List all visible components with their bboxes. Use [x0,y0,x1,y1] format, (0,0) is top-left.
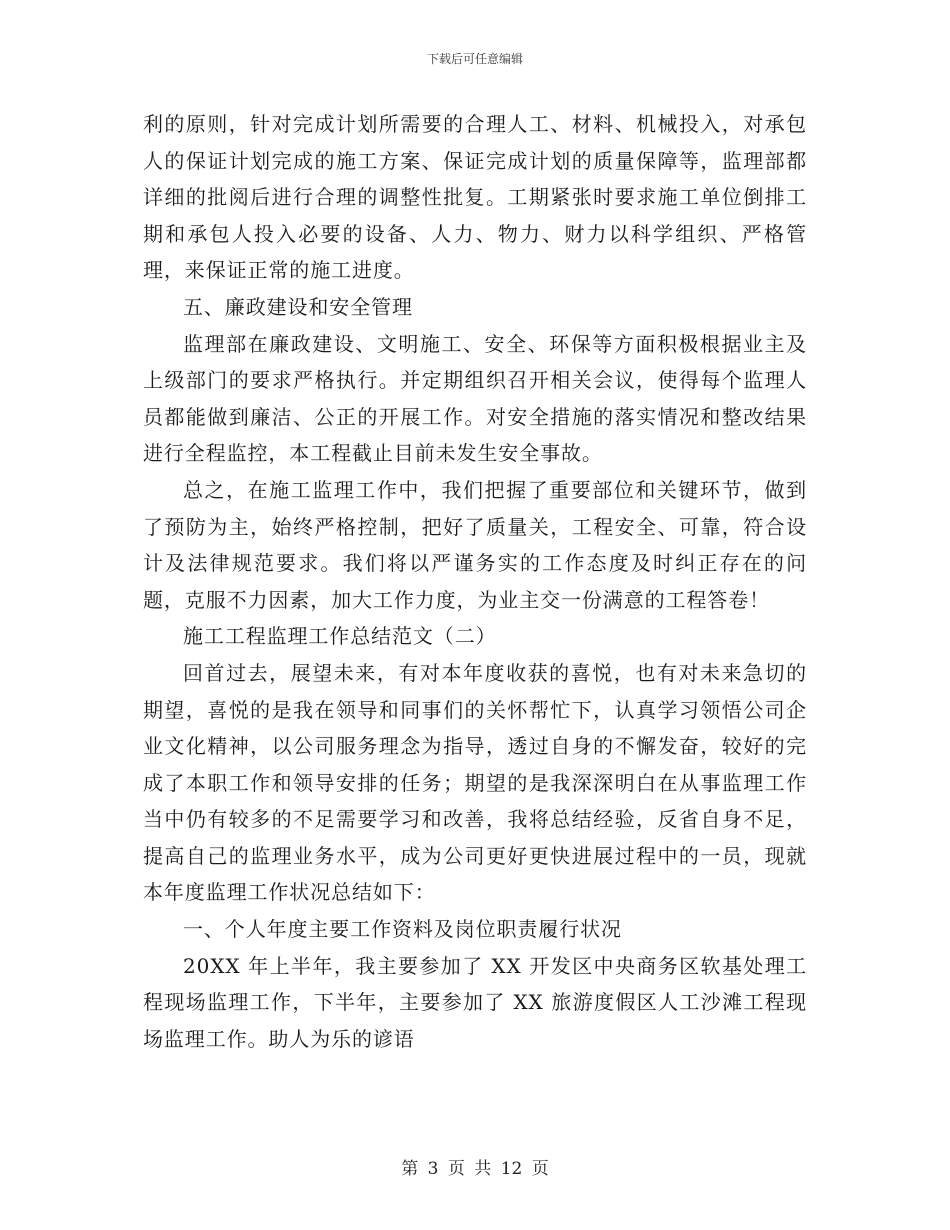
section-heading-personal-work: 一、个人年度主要工作资料及岗位职责履行状况 [183,917,622,942]
page-header: 下载后可任意编辑 [426,52,523,66]
paragraph-first-half-year: 20XX 年上半年，我主要参加了 XX 开发区中央商务区软基处理工程现场监理工作，下半年，主要参加了 XX 旅游度假区人工沙滩工程现场监理工作。助人为乐的谚语 [143,953,807,1051]
page-footer: 第 3 页 共 12 页 [401,1159,549,1179]
section-heading-integrity-safety: 五、廉政建设和安全管理 [183,294,413,319]
paragraph-conclusion: 总之，在施工监理工作中，我们把握了重要部位和关键环节，做到了预防为主，始终严格控制，把好了质量关，工程安全、可靠，符合设计及法律规范要求。我们将以严谨务实的工作态度及时纠正存在的问题，克服不力因素，加大工作力度，为业主交一份满意的工程答卷！ [143,477,807,612]
paragraph-continuation: 利的原则，针对完成计划所需要的合理人工、材料、机械投入，对承包人的保证计划完成的施工方案、保证完成计划的质量保障等，监理部都详细的批阅后进行合理的调整性批复。工期紧张时要求施工单位倒排工期和承包人投入必要的设备、人力、物力、财力以科学组织、严格管理，来保证正常的施工进度。 [143,112,807,283]
paragraph-retrospect: 回首过去，展望未来，有对本年度收获的喜悦，也有对未来急切的期望，喜悦的是我在领导和同事们的关怀帮忙下，认真学习领悟公司企业文化精神，以公司服务理念为指导，透过自身的不懈发奋，较好的完成了本职工作和领导安排的任务；期望的是我深深明白在从事监理工作当中仍有较多的不足需要学习和改善，我将总结经验，反省自身不足，提高自己的监理业务水平，成为公司更好更快进展过程中的一员，现就本年度监理工作状况总结如下： [143,660,807,905]
article-title-two: 施工工程监理工作总结范文（二） [183,624,497,649]
document-body [143,106,807,1057]
paragraph-integrity: 监理部在廉政建设、文明施工、安全、环保等方面积极根据业主及上级部门的要求严格执行。并定期组织召开相关会议，使得每个监理人员都能做到廉洁、公正的开展工作。对安全措施的落实情况和整改结果进行全程监控，本工程截止目前未发生安全事故。 [143,331,807,466]
